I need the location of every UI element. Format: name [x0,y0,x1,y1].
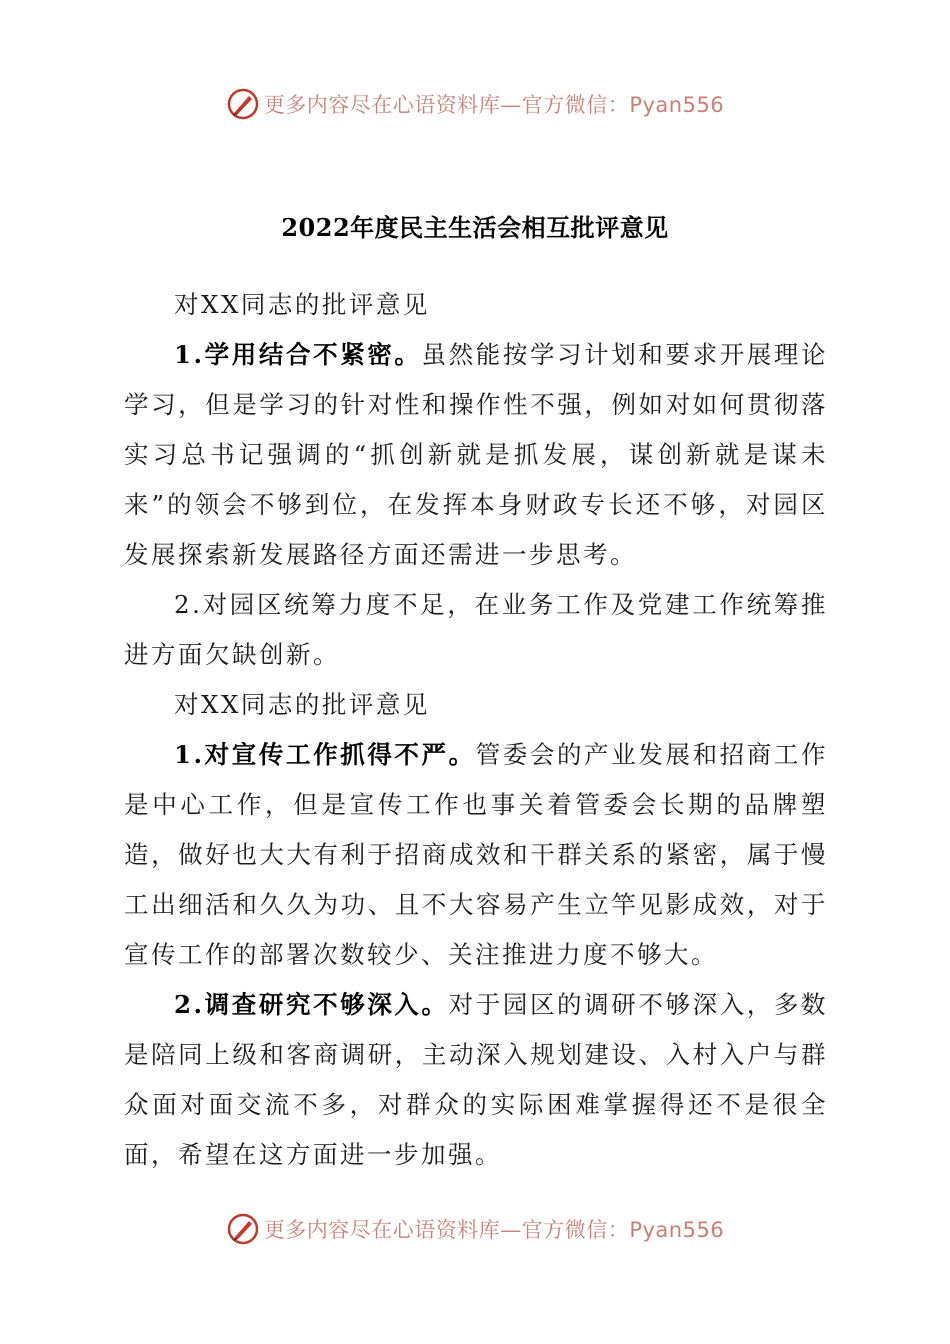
watermark-banner-top [0,84,950,124]
critique-body: 对于园区的调研不够深入，多数是陪同上级和客商调研，主动深入规划建设、入村入户与群众面对面交流不多，对群众的实际困难掌握得还不是很全面，希望在这方面进一步加强。 [124,990,829,1169]
section-heading: 对XX同志的批评意见 [174,690,430,719]
section-heading: 对XX同志的批评意见 [174,290,430,319]
critique-body: 2.对园区统筹力度不足，在业务工作及党建工作统筹推进方面欠缺创新。 [124,590,828,669]
critique-item [124,330,828,580]
critique-lead: 2.调查研究不够深入。 [174,990,449,1019]
pen-logo-icon [226,87,260,121]
critique-item [124,730,828,980]
critique-item [124,980,828,1180]
watermark-banner-bottom [0,1209,950,1249]
pen-logo-icon [226,1212,260,1246]
watermark-text: 更多内容尽在心语资料库—官方微信：Pyan556 [263,1218,725,1242]
document-body [124,280,828,1180]
critique-body: 管委会的产业发展和招商工作是中心工作，但是宣传工作也事关着管委会长期的品牌塑造，做好也大大有利于招商成效和干群关系的紧密，属于慢工出细活和久久为功、且不大容易产生立竿见影成效，对于宣传工作的部署次数较少、关注推进力度不够大。 [124,740,828,969]
critique-item [124,580,828,680]
critique-lead: 1.对宣传工作抓得不严。 [174,740,476,769]
document-title: 2022年度民主生活会相互批评意见 [281,213,669,242]
watermark-text: 更多内容尽在心语资料库—官方微信：Pyan556 [263,93,725,117]
critique-body: 虽然能按学习计划和要求开展理论学习，但是学习的针对性和操作性不强，例如对如何贯彻落实习总书记强调的“抓创新就是抓发展，谋创新就是谋未来”的领会不够到位，在发挥本身财政专长还不够，对园区发展探索新发展路径方面还需进一步思考。 [124,340,829,569]
critique-lead: 1.学用结合不紧密。 [174,340,422,369]
